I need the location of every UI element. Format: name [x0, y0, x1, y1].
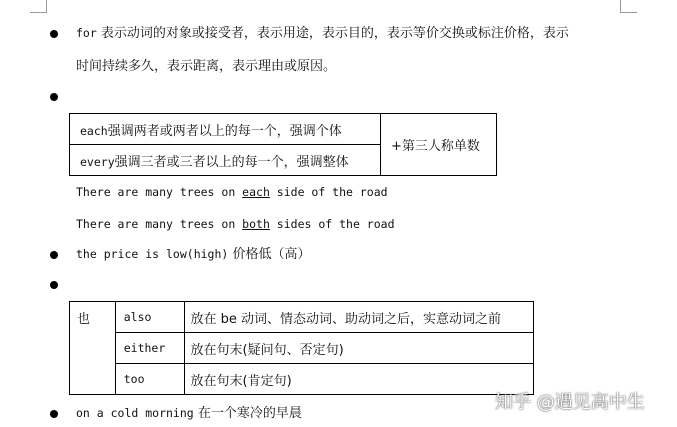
bullet-3 [50, 251, 58, 259]
corner-mark-right-v [620, 0, 621, 12]
either-desc: 放在句末(疑问句、否定句) [184, 333, 533, 364]
example-each: There are many trees on each side of the road [76, 185, 388, 199]
too-desc: 放在句末(肯定句) [184, 364, 533, 395]
price-en: the price is low(high) [76, 247, 229, 261]
price-zh: 价格低（高） [228, 247, 311, 262]
bullet-5 [50, 410, 58, 418]
each-word: each [80, 123, 108, 138]
zhihu-watermark: 知乎 @遇见高中生 [495, 392, 645, 413]
every-desc: 强调三者或三者以上的每一个，强调整体 [114, 154, 349, 170]
cold-morning-en: on a cold morning [76, 406, 194, 420]
corner-mark-right-h [620, 12, 637, 13]
corner-mark-left-h [30, 12, 47, 13]
third-person-singular-cell: +第三人称单数 [381, 114, 497, 176]
every-cell [70, 145, 381, 176]
too-word: too [115, 364, 184, 395]
price-line [76, 245, 310, 264]
for-usage-line-2: 时间持续多久，表示距离，表示理由或原因。 [76, 59, 337, 74]
example-both: There are many trees on both sides of the road [76, 217, 395, 231]
for-usage-line-1 [76, 24, 569, 43]
each-every-table [69, 113, 497, 176]
each-cell [70, 114, 381, 145]
also-label-cell: 也 [70, 302, 116, 395]
also-word: also [115, 302, 184, 333]
bullet-1 [50, 30, 58, 38]
each-underlined: each [242, 185, 270, 199]
cold-morning-zh: 在一个寒冷的早晨 [193, 406, 302, 421]
also-table [69, 301, 534, 395]
every-word: every [80, 154, 115, 169]
for-word: for [76, 26, 97, 40]
bullet-2 [50, 93, 58, 101]
corner-mark-left-v [46, 0, 47, 12]
cold-morning-line [76, 404, 302, 423]
either-word: either [115, 333, 184, 364]
bullet-4 [50, 281, 58, 289]
also-desc: 放在 be 动词、情态动词、助动词之后，实意动词之前 [184, 302, 533, 333]
both-underlined: both [242, 217, 270, 231]
for-usage-text-1: 表示动词的对象或接受者，表示用途，表示目的，表示等价交换或标注价格，表示 [96, 26, 569, 41]
each-desc: 强调两者或两者以上的每一个，强调个体 [107, 123, 342, 139]
